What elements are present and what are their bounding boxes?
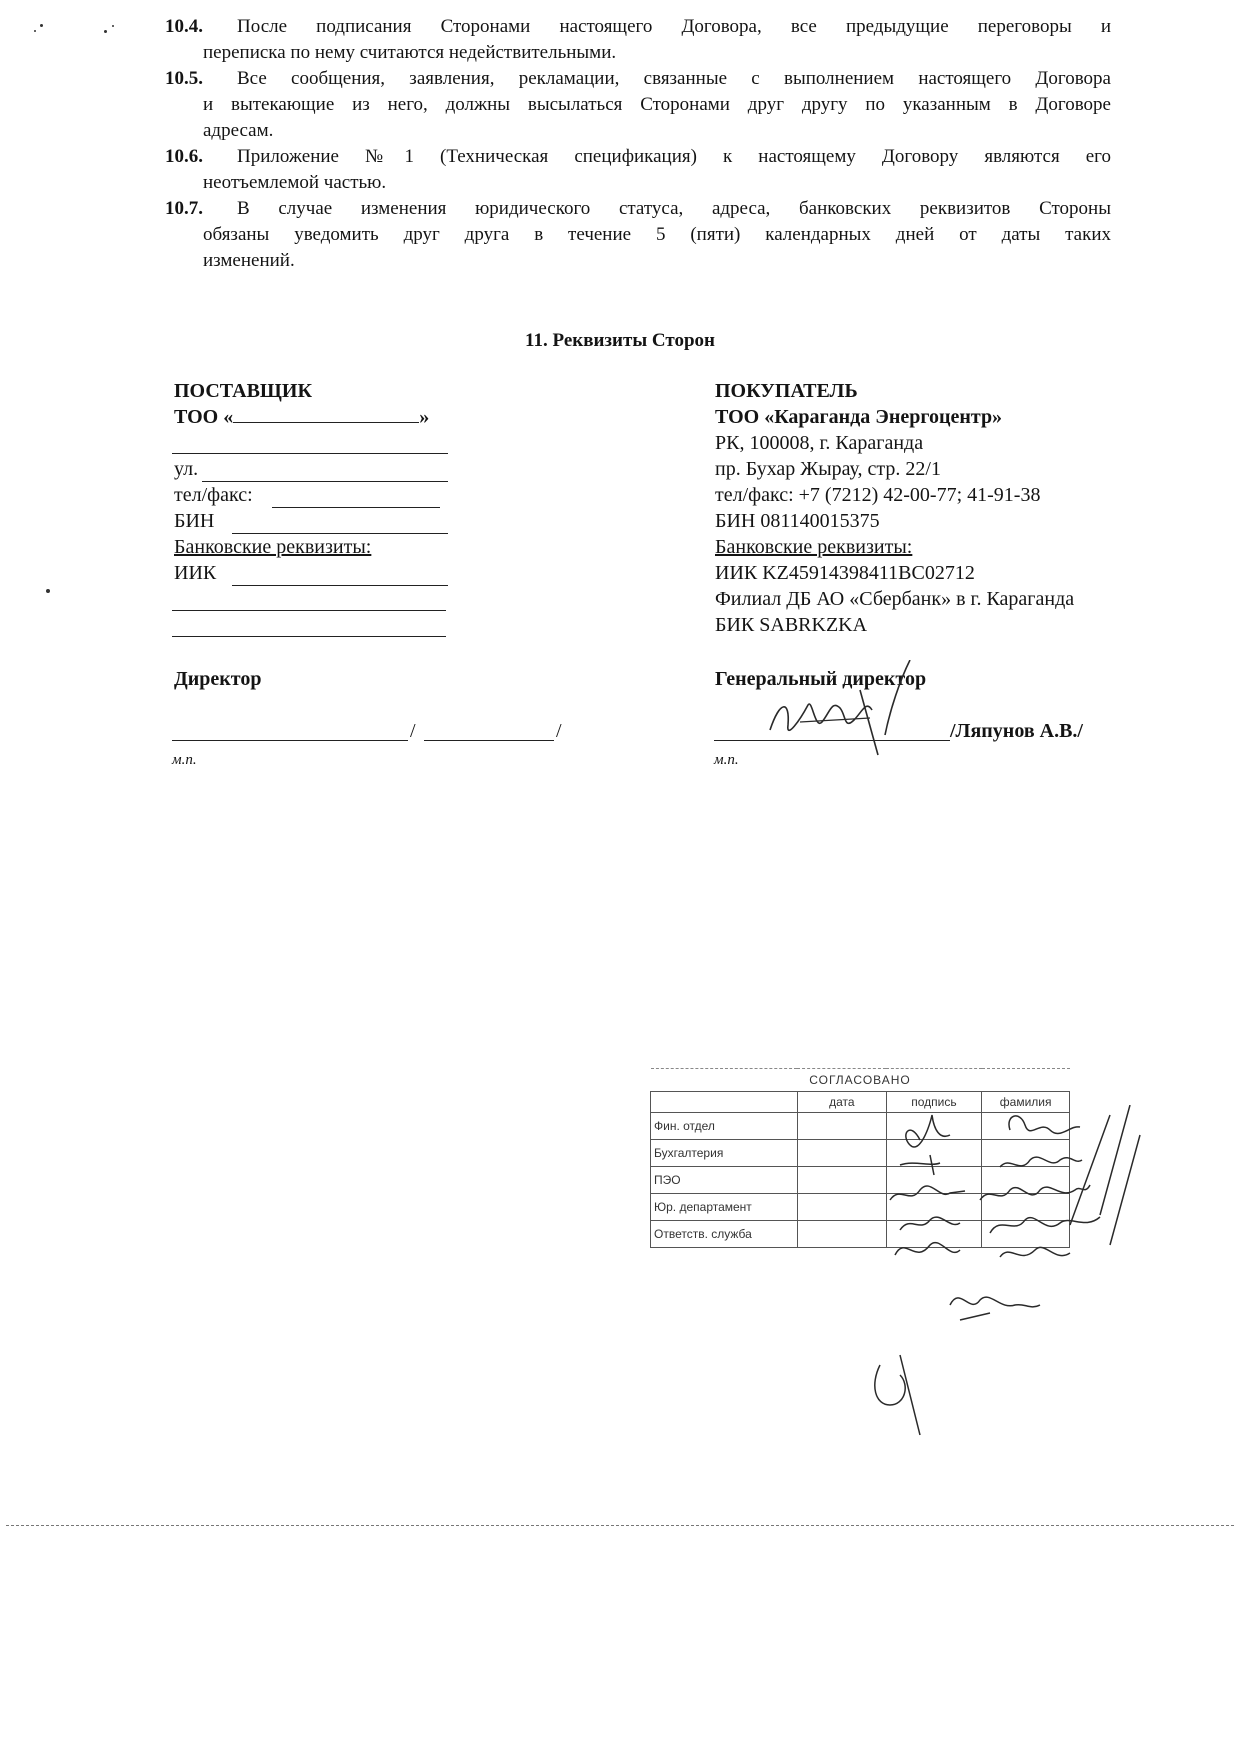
buyer-bik: БИК SABRKZKA (715, 614, 868, 636)
buyer-bin: БИН 081140015375 (715, 510, 880, 532)
supplier-phone-label: тел/факс: (174, 484, 253, 506)
buyer-signatory-name: /Ляпунов А.В./ (950, 720, 1083, 742)
clause-10-7 (165, 196, 1111, 274)
buyer-phone: тел/факс: +7 (7212) 42-00-77; 41-91-38 (715, 484, 1041, 506)
supplier-org-suffix: » (419, 406, 430, 428)
supplier-stamp-place: м.п. (172, 752, 197, 768)
clause-text: изменений. (203, 250, 295, 271)
clause-text: адресам. (203, 120, 274, 141)
supplier-phone (174, 482, 253, 508)
clause-text: Все сообщения, заявления, рекламации, связанные с выполнением настоящего Договора (237, 68, 1111, 89)
supplier-iik-line (232, 585, 448, 586)
clause-text: обязаны уведомить друг друга в течение 5 (пяти) календарных дней от даты таких (203, 224, 1111, 245)
buyer-bank-label: Банковские реквизиты: (715, 536, 913, 558)
page-separator (6, 1525, 1234, 1526)
supplier-blank-line (172, 610, 446, 611)
director-signature-icon (760, 660, 940, 760)
approval-title: СОГЛАСОВАНО (651, 1069, 1070, 1092)
clause-text: Приложение №1 (Техническая спецификация) к настоящему Договору являются его (237, 146, 1111, 167)
clause-text: В случае изменения юридического статуса, адреса, банковских реквизитов Стороны (237, 198, 1111, 219)
approval-row-label: ПЭО (651, 1167, 798, 1194)
approval-row-label: Ответств. служба (651, 1221, 798, 1248)
clause-number: 10.6. (165, 146, 203, 167)
approval-col-surname: фамилия (982, 1092, 1070, 1113)
clause-text: и вытекающие из него, должны высылаться Сторонами друг другу по указанным в Договоре (203, 94, 1111, 115)
supplier-street (174, 456, 198, 482)
approval-row-label: Бухгалтерия (651, 1140, 798, 1167)
supplier-slash: / (410, 720, 416, 742)
buyer-address-line2: пр. Бухар Жырау, стр. 22/1 (715, 458, 941, 480)
supplier-bin-label: БИН (174, 510, 215, 532)
supplier-street-label: ул. (174, 458, 199, 480)
buyer-iik: ИИК KZ45914398411BC02712 (715, 562, 975, 584)
supplier-name-line (424, 740, 554, 741)
scan-speck (34, 30, 36, 32)
supplier-phone-line (272, 507, 440, 508)
supplier-iik-label: ИИК (174, 562, 217, 584)
supplier-signature-line (172, 740, 408, 741)
supplier-slash: / (556, 720, 562, 742)
clause-text: неотъемлемой частью. (203, 172, 387, 193)
buyer-stamp-place: м.п. (714, 752, 739, 768)
clause-text: После подписания Сторонами настоящего Договора, все предыдущие переговоры и (237, 16, 1111, 37)
scan-speck (46, 589, 50, 593)
supplier-bank-label: Банковские реквизиты: (174, 536, 372, 558)
approval-col-date: дата (797, 1092, 886, 1113)
buyer-branch: Филиал ДБ АО «Сбербанк» в г. Караганда (715, 588, 1075, 610)
clause-number: 10.4. (165, 16, 203, 37)
supplier-org (174, 404, 474, 430)
supplier-blank-line (172, 453, 448, 454)
approval-row-label: Фин. отдел (651, 1113, 798, 1140)
approval-signatures-icon (870, 1105, 1170, 1445)
supplier-iik (174, 560, 216, 586)
clause-text: переписка по нему считаются недействительными. (203, 42, 617, 63)
supplier-bin (174, 508, 214, 534)
buyer-signatory-title: Генеральный директор (715, 668, 927, 690)
clause-number: 10.7. (165, 198, 203, 219)
supplier-block (174, 378, 474, 430)
scan-speck (40, 24, 43, 27)
buyer-address-line1: РК, 100008, г. Караганда (715, 432, 924, 454)
supplier-signatory-title: Директор (174, 668, 262, 690)
approval-col-signature: подпись (886, 1092, 982, 1113)
scan-speck (112, 25, 114, 27)
buyer-org: ТОО «Караганда Энергоцентр» (715, 406, 1003, 428)
supplier-heading: ПОСТАВЩИК (174, 380, 312, 402)
approval-row-label: Юр. департамент (651, 1194, 798, 1221)
clause-10-6 (165, 144, 1111, 196)
buyer-block (715, 378, 1235, 638)
clause-10-5 (165, 66, 1111, 144)
scan-speck (104, 30, 107, 33)
buyer-heading: ПОКУПАТЕЛЬ (715, 380, 858, 402)
section-title: 11. Реквизиты Сторон (525, 330, 715, 351)
supplier-org-prefix: ТОО « (174, 406, 234, 428)
clause-number: 10.5. (165, 68, 203, 89)
supplier-blank-line (172, 636, 446, 637)
clause-10-4 (165, 14, 1111, 66)
